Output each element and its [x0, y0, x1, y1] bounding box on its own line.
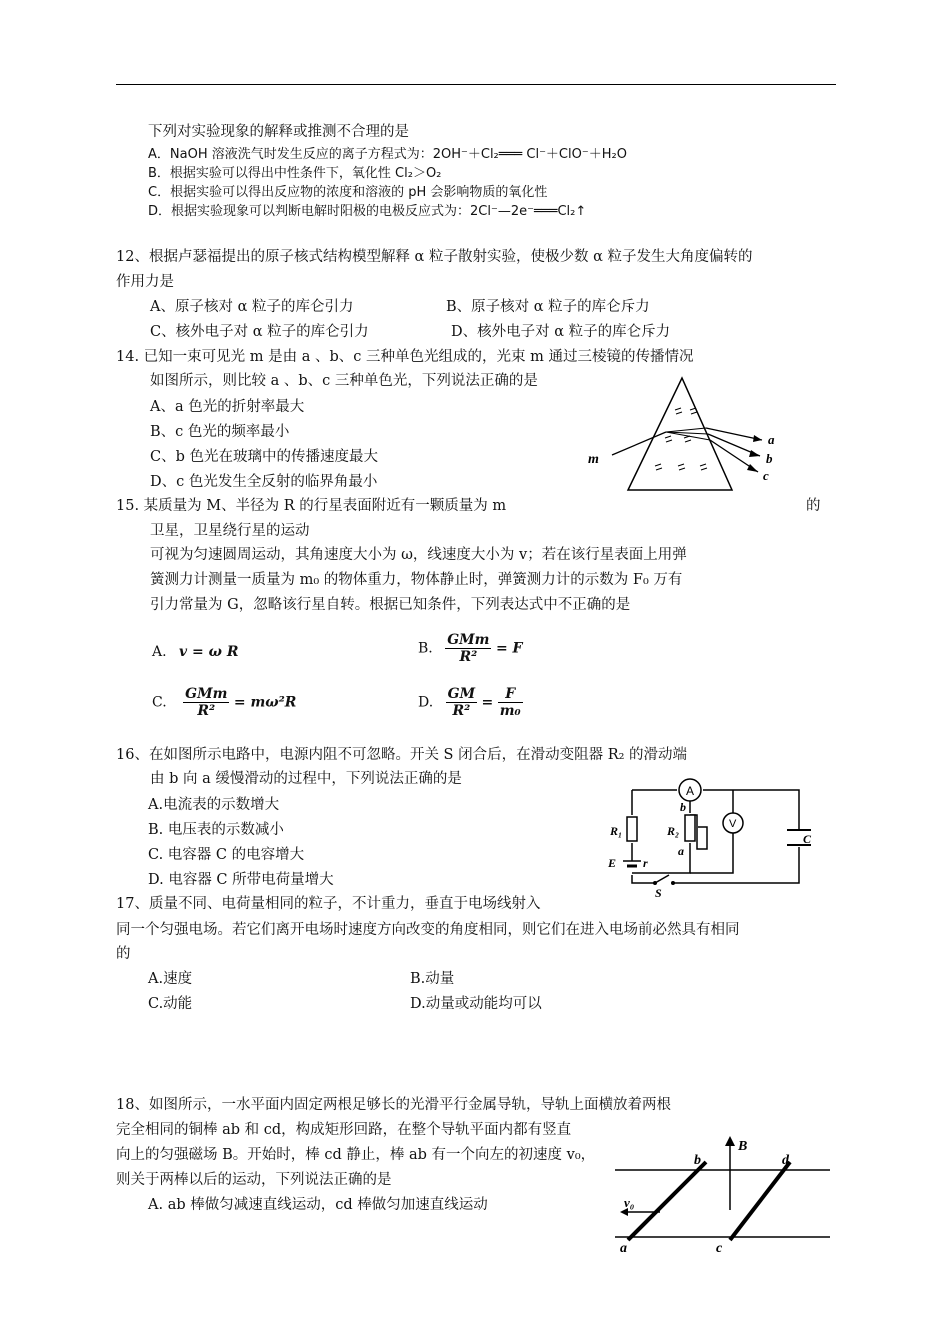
label-c: c — [763, 468, 769, 483]
q18-stem-line1: 18、如图所示，一水平面内固定两根足够长的光滑平行金属导轨，导轨上面横放着两根 — [116, 1097, 671, 1113]
q15-stem-line1: 15. 某质量为 M、半径为 R 的行星表面附近有一颗质量为 m — [116, 498, 507, 514]
label-d: d — [782, 1153, 789, 1168]
q11-option-c: C．根据实验可以得出反应物的浓度和溶液的 pH 会影响物质的氧化性 — [148, 185, 548, 200]
q15-stem-line4: 簧测力计测量一质量为 m₀ 的物体重力，物体静止时，弹簧测力计的示数为 F₀ 万有 — [150, 572, 683, 588]
q14-option-d: D、c 色光发生全反射的临界角最小 — [150, 474, 378, 490]
rails-figure — [610, 1130, 835, 1255]
q14-stem-line2: 如图所示，则比较 a 、b、c 三种单色光，下列说法正确的是 — [150, 373, 538, 389]
q15-option-d-numerator: GM — [447, 686, 476, 702]
label-e: E — [608, 856, 617, 870]
q15-option-c-rhs: = mω²R — [233, 694, 297, 711]
q15-option-c-numerator: GMm — [185, 686, 228, 702]
resistor-r1 — [627, 817, 637, 841]
q18-option-a: A. ab 棒做匀减速直线运动，cd 棒做匀加速直线运动 — [148, 1197, 488, 1213]
q17-stem-line1: 17、质量不同、电荷量相同的粒子，不计重力，垂直于电场线射入 — [116, 896, 541, 912]
q18-stem-line4: 则关于两棒以后的运动，下列说法正确的是 — [116, 1172, 392, 1188]
q15-option-b — [418, 632, 522, 665]
q15-option-c — [152, 686, 296, 719]
q15-option-d-label: D. — [418, 694, 434, 711]
label-a: a — [678, 844, 684, 858]
circuit-wires — [632, 790, 799, 883]
label-a: a — [768, 432, 775, 447]
ray-b-arrow — [749, 450, 760, 457]
q15-stem-line1-tail: 的 — [806, 498, 821, 514]
q15-option-a-label: A. — [152, 644, 167, 660]
q11-stem: 下列对实验现象的解释或推测不合理的是 — [148, 124, 409, 140]
q12-option-d: D、核外电子对 α 粒子的库仑斥力 — [451, 324, 671, 340]
label-b: b — [680, 800, 686, 814]
q15-option-d-rhs-numerator: F — [498, 686, 523, 703]
rod-ab — [628, 1162, 706, 1240]
label-c: c — [716, 1241, 723, 1255]
incident-ray-m — [612, 432, 666, 455]
label-s: S — [655, 886, 662, 900]
q15-stem-line5: 引力常量为 G，忽略该行星自转。根据已知条件，下列表达式中不正确的是 — [150, 597, 631, 613]
resistor-r2 — [685, 815, 695, 841]
label-c: C — [803, 832, 812, 846]
q16-option-c: C. 电容器 C 的电容增大 — [148, 847, 305, 863]
q12-option-a: A、原子核对 α 粒子的库仑引力 — [150, 299, 354, 315]
q15-option-b-label: B. — [418, 640, 433, 657]
q14-stem-line1: 14. 已知一束可见光 m 是由 a 、b、c 三种单色光组成的，光束 m 通过三棱镜的传播情况 — [116, 349, 694, 365]
q18-stem-line3: 向上的匀强磁场 B。开始时，棒 cd 静止，棒 ab 有一个向左的初速度 v₀， — [116, 1147, 596, 1163]
q15-option-d-rhs-denominator: m₀ — [499, 703, 521, 719]
q17-option-d: D.动量或动能均可以 — [410, 996, 542, 1012]
q12-stem-line2: 作用力是 — [116, 274, 174, 290]
q18-stem-line2: 完全相同的铜棒 ab 和 cd，构成矩形回路，在整个导轨平面内都有竖直 — [116, 1122, 572, 1138]
switch-contact — [671, 881, 675, 885]
q15-stem-line2: 卫星，卫星绕行星的运动 — [150, 523, 310, 539]
q16-option-a: A.电流表的示数增大 — [148, 797, 280, 813]
label-a: a — [620, 1241, 627, 1255]
rod-cd — [730, 1162, 790, 1240]
q14-option-c: C、b 色光在玻璃中的传播速度最大 — [150, 449, 378, 465]
q14-option-a: A、a 色光的折射率最大 — [150, 399, 305, 415]
q15-option-d-denominator: R² — [452, 703, 471, 719]
q15-stem-line3: 可视为匀速圆周运动，其角速度大小为 ω，线速度大小为 v；若在该行星表面上用弹 — [150, 547, 687, 563]
field-arrow-head — [725, 1136, 735, 1146]
q11-option-d: D．根据实验现象可以判断电解时阳极的电极反应式为：2Cl⁻—2e⁻═══Cl₂↑ — [148, 204, 587, 219]
q16-option-d: D. 电容器 C 所带电荷量增大 — [148, 872, 334, 888]
circuit-figure — [605, 775, 820, 900]
q15-option-c-denominator: R² — [197, 703, 216, 719]
ray-a-arrow — [753, 435, 762, 442]
q12-stem-line1: 12、根据卢瑟福提出的原子核式结构模型解释 α 粒子散射实验，使极少数 α 粒子发生大角度偏转的 — [116, 249, 753, 265]
label-field-b: B — [738, 1139, 748, 1154]
q15-option-c-label: C. — [152, 694, 167, 711]
q17-option-c: C.动能 — [148, 996, 193, 1012]
label-v0: v₀ — [624, 1195, 635, 1210]
prism-figure — [580, 370, 795, 495]
label-r1: R₁ — [610, 824, 623, 838]
q12-option-b: B、原子核对 α 粒子的库仑斥力 — [446, 299, 650, 315]
q15-option-b-numerator: GMm — [447, 632, 490, 648]
q15-option-b-rhs: = F — [495, 640, 523, 657]
q17-option-b: B.动量 — [410, 971, 455, 987]
label-r: r — [643, 856, 648, 870]
voltmeter-label: V — [729, 818, 737, 830]
q16-stem-line1: 16、在如图所示电路中，电源内阻不可忽略。开关 S 闭合后，在滑动变阻器 R₂ 的滑动端 — [116, 747, 688, 763]
q11-option-b: B．根据实验可以得出中性条件下，氧化性 Cl₂＞O₂ — [148, 166, 442, 181]
q15-option-a — [152, 644, 238, 660]
label-b: b — [766, 451, 773, 466]
q12-option-c: C、核外电子对 α 粒子的库仑引力 — [150, 324, 369, 340]
q15-option-a-expr: v = ω R — [179, 644, 239, 660]
q17-option-a: A.速度 — [148, 971, 193, 987]
internal-ray — [666, 428, 706, 432]
label-b: b — [694, 1153, 701, 1168]
label-m: m — [588, 452, 599, 467]
q11-option-a: A．NaOH 溶液洗气时发生反应的离子方程式为：2OH⁻＋Cl₂═══ Cl⁻＋ClO⁻＋H₂O — [148, 147, 627, 162]
header-rule — [116, 84, 836, 85]
q16-option-b: B. 电压表的示数减小 — [148, 822, 284, 838]
q15-option-b-denominator: R² — [459, 649, 478, 665]
q16-stem-line2: 由 b 向 a 缓慢滑动的过程中，下列说法正确的是 — [150, 771, 462, 787]
ammeter-label: A — [686, 784, 695, 798]
q14-option-b: B、c 色光的频率最小 — [150, 424, 290, 440]
q17-stem-line3: 的 — [116, 946, 131, 962]
q15-option-d: D. $\frac{GM}{\text{R²}}$ = $\frac{F}{\text{m₀}}$ — [418, 686, 521, 719]
label-r2: R₂ — [667, 824, 680, 838]
switch-pivot — [653, 881, 657, 885]
q17-stem-line2: 同一个匀强电场。若它们离开电场时速度方向改变的角度相同，则它们在进入电场前必然具有相同 — [116, 922, 740, 938]
